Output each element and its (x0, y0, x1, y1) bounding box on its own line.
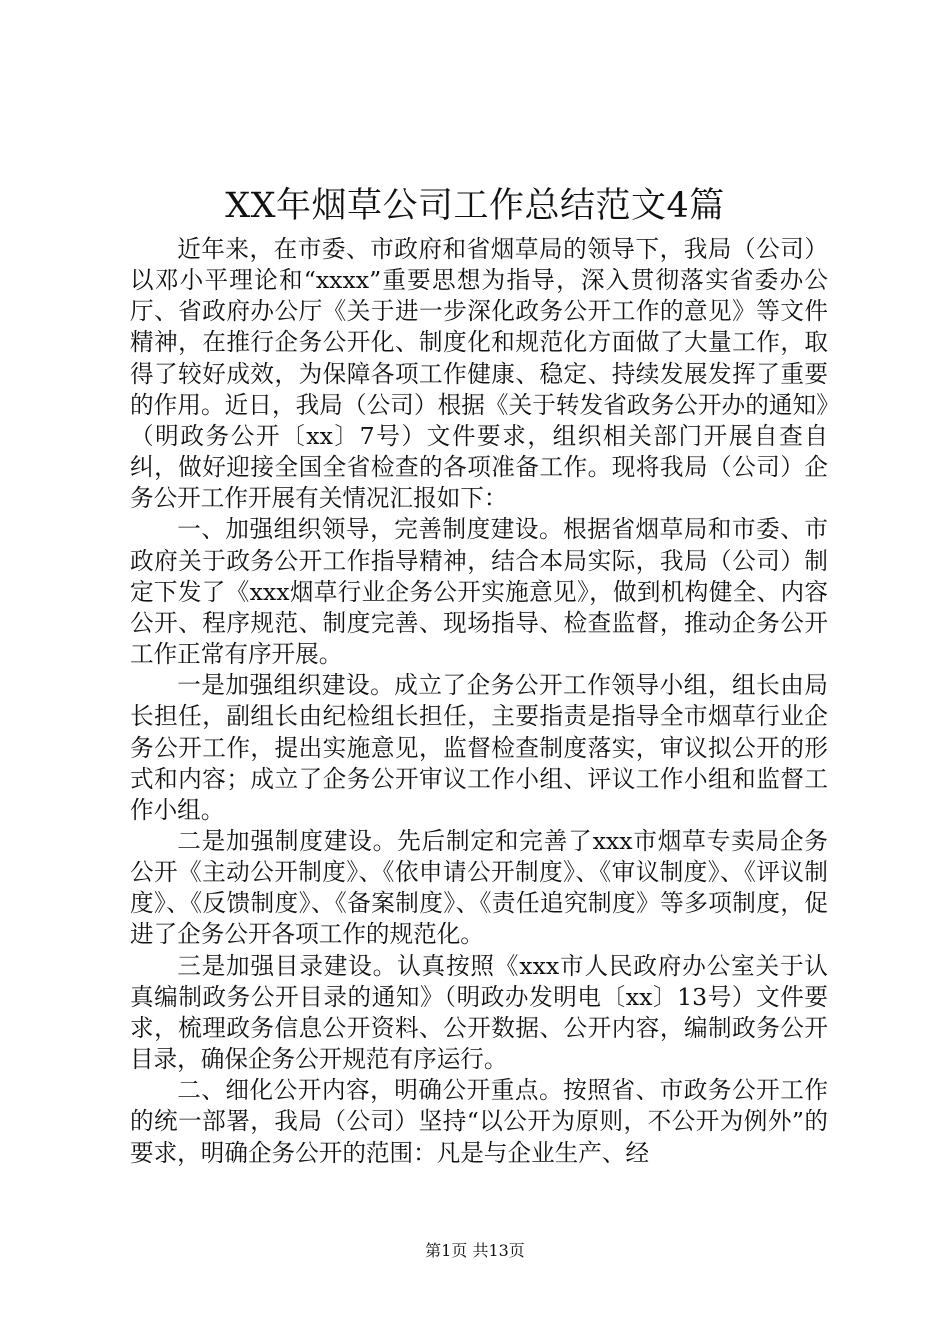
document-title: XX年烟草公司工作总结范文4篇 (225, 186, 725, 226)
paragraph-catalog: 三是加强目录建设。认真按照《xxx市人民政府办公室关于认真编制政务公开目录的通知》（明政办发明电〔xx〕13号）文件要求，梳理政务信息公开资料、公开数据、公开内容，编制政务公开目录，确保企务公开规范有序运行。 (130, 951, 828, 1074)
paragraph-intro: 近年来，在市委、市政府和省烟草局的领导下，我局（公司）以邓小平理论和“xxxx”重要思想为指导，深入贯彻落实省委办公厅、省政府办公厅《关于进一步深化政务公开工作的意见》等文件精神，在推行企务公开化、制度化和规范化方面做了大量工作，取得了较好成效，为保障各项工作健康、稳定、持续发展发挥了重要的作用。近日，我局（公司）根据《关于转发省政务公开办的通知》（明政务公开〔xx〕7号）文件要求，组织相关部门开展自查自纠，做好迎接全国全省检查的各项准备工作。现将我局（公司）企务公开工作开展有关情况汇报如下： (130, 235, 828, 513)
paragraph-organization: 一是加强组织建设。成立了企务公开工作领导小组，组长由局长担任，副组长由纪检组长担任，主要指责是指导全市烟草行业企务公开工作，提出实施意见，监督检查制度落实，审议拟公开的形式和内容；成立了企务公开审议工作小组、评议工作小组和监督工作小组。 (130, 671, 828, 824)
paragraph-section-1: 一、加强组织领导，完善制度建设。根据省烟草局和市委、市政府关于政务公开工作指导精神，结合本局实际，我局（公司）制定下发了《xxx烟草行业企务公开实施意见》，做到机构健全、内容公开、程序规范、制度完善、现场指导、检查监督，推动企务公开工作正常有序开展。 (130, 515, 828, 669)
page-number: 第1页 共13页 (425, 1241, 525, 1260)
paragraph-regulations: 二是加强制度建设。先后制定和完善了xxx市烟草专卖局企务公开《主动公开制度》、《依申请公开制度》、《审议制度》、《评议制度》、《反馈制度》、《备案制度》、《责任追究制度》等多项制度，促进了企务公开各项工作的规范化。 (130, 826, 828, 949)
document-body (130, 234, 828, 1169)
paragraph-section-2: 二、细化公开内容，明确公开重点。按照省、市政务公开工作的统一部署，我局（公司）坚持“以公开为原则，不公开为例外”的要求，明确企务公开的范围：凡是与企业生产、经 (130, 1076, 828, 1167)
